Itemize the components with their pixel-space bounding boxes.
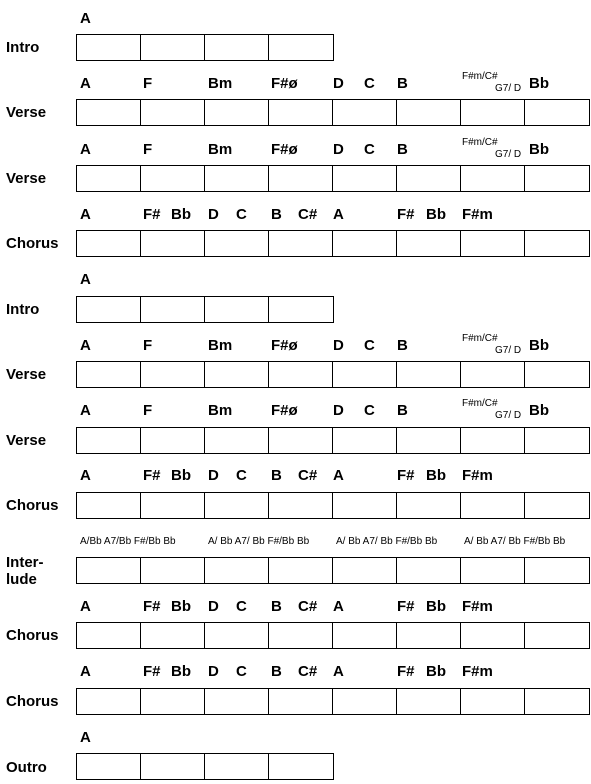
chord-symbol: B bbox=[271, 663, 282, 680]
chord-symbol: B bbox=[271, 206, 282, 223]
chord-symbol: D bbox=[208, 206, 219, 223]
measure-box bbox=[269, 623, 333, 648]
measure-box bbox=[525, 100, 589, 125]
chord-symbol: F#ø bbox=[271, 75, 298, 92]
chord-symbol: B bbox=[397, 75, 408, 92]
measure-box bbox=[397, 623, 461, 648]
chord-symbol: C bbox=[236, 663, 247, 680]
measure-row bbox=[76, 753, 334, 780]
measure-box bbox=[141, 362, 205, 387]
chord-symbol: Bm bbox=[208, 337, 233, 354]
chord-symbol: Bb bbox=[426, 598, 446, 615]
chord-symbol: Bm bbox=[208, 402, 233, 419]
chord-symbol: A/Bb A7/Bb F#/Bb Bb bbox=[80, 536, 176, 547]
measure-box bbox=[205, 231, 269, 256]
chord-symbol: G7/ D bbox=[495, 410, 522, 421]
chord-symbol: G7/ D bbox=[495, 83, 522, 94]
chord-symbol: F#m bbox=[462, 598, 493, 615]
chord-symbol: Bb bbox=[171, 598, 191, 615]
measure-box bbox=[525, 231, 589, 256]
chord-symbol: A bbox=[80, 337, 91, 354]
measure-box bbox=[461, 428, 525, 453]
chord-symbol: C# bbox=[298, 206, 318, 223]
measure-box bbox=[525, 362, 589, 387]
chord-symbol: F#m bbox=[462, 663, 493, 680]
measure-box bbox=[461, 231, 525, 256]
section-label: Chorus bbox=[6, 235, 59, 252]
chord-symbol: F# bbox=[143, 598, 161, 615]
measure-box bbox=[141, 100, 205, 125]
chord-symbol: A bbox=[80, 402, 91, 419]
measure-box bbox=[333, 493, 397, 518]
measure-box bbox=[269, 231, 333, 256]
chord-symbol: Bb bbox=[171, 467, 191, 484]
measure-box bbox=[461, 623, 525, 648]
measure-box bbox=[141, 623, 205, 648]
section-label: Verse bbox=[6, 104, 47, 121]
measure-box bbox=[77, 297, 141, 322]
chord-symbol: Bb bbox=[171, 663, 191, 680]
measure-box bbox=[205, 754, 269, 779]
chord-symbol: Bb bbox=[426, 467, 446, 484]
chord-symbol: F# bbox=[143, 467, 161, 484]
measure-box bbox=[205, 428, 269, 453]
measure-row bbox=[76, 492, 590, 519]
measure-box bbox=[205, 623, 269, 648]
measure-box bbox=[77, 689, 141, 714]
chord-symbol: B bbox=[397, 141, 408, 158]
measure-box bbox=[525, 493, 589, 518]
measure-box bbox=[525, 428, 589, 453]
chord-symbol: F# bbox=[143, 206, 161, 223]
measure-box bbox=[461, 100, 525, 125]
measure-box bbox=[333, 428, 397, 453]
chord-symbol: C bbox=[236, 467, 247, 484]
measure-box bbox=[77, 362, 141, 387]
measure-box bbox=[269, 100, 333, 125]
chord-symbol: Bb bbox=[426, 206, 446, 223]
measure-box bbox=[525, 623, 589, 648]
measure-box bbox=[333, 689, 397, 714]
chord-symbol: G7/ D bbox=[495, 149, 522, 160]
measure-box bbox=[269, 689, 333, 714]
chord-symbol: F#m/C# bbox=[462, 333, 498, 344]
chord-symbol: A bbox=[80, 206, 91, 223]
chord-symbol: C bbox=[364, 402, 375, 419]
measure-box bbox=[525, 166, 589, 191]
measure-box bbox=[205, 35, 269, 60]
measure-box bbox=[205, 493, 269, 518]
chord-symbol: D bbox=[333, 337, 344, 354]
chord-symbol: A bbox=[80, 729, 91, 746]
measure-box bbox=[77, 100, 141, 125]
measure-box bbox=[461, 166, 525, 191]
chord-symbol: F# bbox=[397, 663, 415, 680]
chord-symbol: F bbox=[143, 75, 153, 92]
measure-row bbox=[76, 361, 590, 388]
measure-box bbox=[205, 362, 269, 387]
chord-symbol: G7/ D bbox=[495, 345, 522, 356]
measure-box bbox=[461, 558, 525, 583]
chord-symbol: C bbox=[236, 598, 247, 615]
chord-symbol: F#m bbox=[462, 206, 493, 223]
chord-symbol: C bbox=[364, 75, 375, 92]
chord-symbol: A bbox=[80, 663, 91, 680]
chord-symbol: Bb bbox=[529, 75, 549, 92]
chord-symbol: A bbox=[80, 271, 91, 288]
chord-symbol: A bbox=[333, 663, 344, 680]
measure-box bbox=[397, 689, 461, 714]
chord-symbol: F bbox=[143, 402, 153, 419]
measure-row bbox=[76, 34, 334, 61]
measure-box bbox=[397, 100, 461, 125]
measure-box bbox=[461, 362, 525, 387]
measure-box bbox=[77, 623, 141, 648]
measure-box bbox=[333, 100, 397, 125]
measure-box bbox=[77, 754, 141, 779]
measure-box bbox=[141, 297, 205, 322]
measure-box bbox=[333, 623, 397, 648]
chord-symbol: F#ø bbox=[271, 141, 298, 158]
chord-symbol: F# bbox=[397, 598, 415, 615]
chord-symbol: D bbox=[208, 467, 219, 484]
measure-box bbox=[397, 231, 461, 256]
measure-box bbox=[141, 493, 205, 518]
measure-row bbox=[76, 296, 334, 323]
chord-symbol: Bb bbox=[529, 402, 549, 419]
measure-box bbox=[77, 166, 141, 191]
measure-row bbox=[76, 99, 590, 126]
chord-symbol: A/ Bb A7/ Bb F#/Bb Bb bbox=[336, 536, 438, 547]
measure-box bbox=[333, 231, 397, 256]
chord-symbol: Bm bbox=[208, 141, 233, 158]
chord-symbol: Bb bbox=[171, 206, 191, 223]
chord-symbol: A bbox=[80, 467, 91, 484]
chord-symbol: D bbox=[333, 402, 344, 419]
chord-symbol: D bbox=[208, 598, 219, 615]
chord-symbol: F#ø bbox=[271, 337, 298, 354]
measure-box bbox=[397, 558, 461, 583]
measure-box bbox=[141, 166, 205, 191]
measure-box bbox=[397, 362, 461, 387]
measure-box bbox=[269, 166, 333, 191]
chord-symbol: A/ Bb A7/ Bb F#/Bb Bb bbox=[208, 536, 310, 547]
measure-box bbox=[269, 754, 333, 779]
measure-box bbox=[205, 100, 269, 125]
measure-box bbox=[461, 493, 525, 518]
measure-box bbox=[269, 493, 333, 518]
measure-box bbox=[333, 558, 397, 583]
chord-symbol: F bbox=[143, 141, 153, 158]
chord-symbol: F#m/C# bbox=[462, 71, 498, 82]
chord-symbol: A bbox=[333, 206, 344, 223]
chord-symbol: D bbox=[333, 141, 344, 158]
section-label: Verse bbox=[6, 170, 47, 187]
section-label: Inter- lude bbox=[6, 554, 44, 588]
measure-box bbox=[397, 493, 461, 518]
chord-symbol: Bb bbox=[529, 141, 549, 158]
chord-symbol: A bbox=[80, 598, 91, 615]
measure-box bbox=[461, 689, 525, 714]
measure-box bbox=[269, 362, 333, 387]
chord-symbol: Bb bbox=[529, 337, 549, 354]
measure-box bbox=[333, 166, 397, 191]
chord-symbol: F# bbox=[143, 663, 161, 680]
measure-box bbox=[269, 297, 333, 322]
section-label: Chorus bbox=[6, 497, 59, 514]
chord-symbol: Bm bbox=[208, 75, 233, 92]
measure-box bbox=[525, 558, 589, 583]
measure-box bbox=[205, 689, 269, 714]
chord-symbol: C# bbox=[298, 467, 318, 484]
section-label: Intro bbox=[6, 301, 40, 318]
measure-box bbox=[205, 297, 269, 322]
measure-box bbox=[397, 166, 461, 191]
measure-box bbox=[77, 231, 141, 256]
measure-row bbox=[76, 427, 590, 454]
measure-box bbox=[77, 493, 141, 518]
chord-symbol: F#m/C# bbox=[462, 137, 498, 148]
measure-row bbox=[76, 622, 590, 649]
chord-symbol: C bbox=[364, 337, 375, 354]
chord-symbol: F#m/C# bbox=[462, 398, 498, 409]
chord-symbol: F bbox=[143, 337, 153, 354]
section-label: Intro bbox=[6, 39, 40, 56]
measure-box bbox=[141, 35, 205, 60]
chord-symbol: F#m bbox=[462, 467, 493, 484]
measure-box bbox=[141, 754, 205, 779]
section-label: Verse bbox=[6, 432, 47, 449]
chord-symbol: F# bbox=[397, 467, 415, 484]
chord-symbol: C bbox=[236, 206, 247, 223]
measure-box bbox=[77, 35, 141, 60]
measure-box bbox=[269, 35, 333, 60]
measure-box bbox=[77, 428, 141, 453]
measure-box bbox=[141, 689, 205, 714]
chord-symbol: C# bbox=[298, 598, 318, 615]
chord-symbol: F#ø bbox=[271, 402, 298, 419]
measure-box bbox=[141, 428, 205, 453]
chord-symbol: F# bbox=[397, 206, 415, 223]
measure-box bbox=[333, 362, 397, 387]
chord-symbol: A bbox=[333, 598, 344, 615]
section-label: Chorus bbox=[6, 627, 59, 644]
section-label: Verse bbox=[6, 366, 47, 383]
measure-box bbox=[397, 428, 461, 453]
section-label: Chorus bbox=[6, 693, 59, 710]
chord-symbol: A/ Bb A7/ Bb F#/Bb Bb bbox=[464, 536, 566, 547]
measure-row bbox=[76, 230, 590, 257]
chord-symbol: C bbox=[364, 141, 375, 158]
chord-symbol: A bbox=[333, 467, 344, 484]
measure-box bbox=[269, 558, 333, 583]
chord-symbol: D bbox=[208, 663, 219, 680]
measure-row bbox=[76, 165, 590, 192]
chord-symbol: B bbox=[271, 598, 282, 615]
measure-box bbox=[205, 558, 269, 583]
chord-symbol: C# bbox=[298, 663, 318, 680]
chord-symbol: A bbox=[80, 10, 91, 27]
measure-box bbox=[205, 166, 269, 191]
chord-symbol: B bbox=[397, 337, 408, 354]
measure-box bbox=[269, 428, 333, 453]
chord-symbol: Bb bbox=[426, 663, 446, 680]
chord-symbol: B bbox=[397, 402, 408, 419]
measure-box bbox=[141, 558, 205, 583]
chord-symbol: A bbox=[80, 141, 91, 158]
chord-symbol: A bbox=[80, 75, 91, 92]
chord-symbol: B bbox=[271, 467, 282, 484]
measure-row bbox=[76, 557, 590, 584]
section-label: Outro bbox=[6, 759, 47, 776]
measure-box bbox=[77, 558, 141, 583]
measure-row bbox=[76, 688, 590, 715]
measure-box bbox=[141, 231, 205, 256]
chord-symbol: D bbox=[333, 75, 344, 92]
measure-box bbox=[525, 689, 589, 714]
